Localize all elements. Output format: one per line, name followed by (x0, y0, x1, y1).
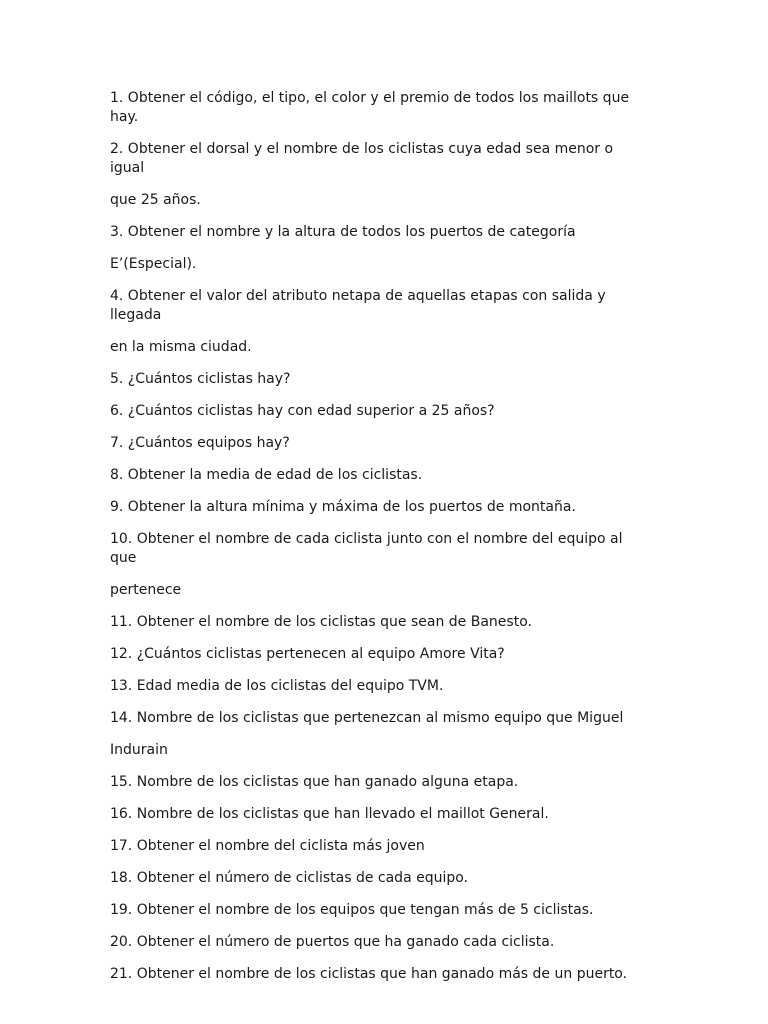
paragraph-24: 19. Obtener el nombre de los equipos que tengan más de 5 ciclistas. (110, 902, 594, 918)
paragraph-7: en la misma ciudad. (110, 339, 252, 355)
paragraph-21: 16. Nombre de los ciclistas que han llevado el maillot General. (110, 806, 549, 822)
paragraph-10: 7. ¿Cuántos equipos hay? (110, 435, 290, 451)
paragraph-8: 5. ¿Cuántos ciclistas hay? (110, 371, 291, 387)
paragraph-17: 13. Edad media de los ciclistas del equipo TVM. (110, 678, 444, 694)
paragraph-6: 4. Obtener el valor del atributo netapa de aquellas etapas con salida y llegada (110, 288, 606, 323)
paragraph-13: 10. Obtener el nombre de cada ciclista junto con el nombre del equipo al que (110, 531, 623, 566)
paragraph-19: Indurain (110, 742, 168, 758)
paragraph-22: 17. Obtener el nombre del ciclista más joven (110, 838, 425, 854)
paragraph-9: 6. ¿Cuántos ciclistas hay con edad superior a 25 años? (110, 403, 495, 419)
paragraph-1: 1. Obtener el código, el tipo, el color y el premio de todos los maillots que hay. (110, 90, 630, 125)
paragraph-23: 18. Obtener el número de ciclistas de cada equipo. (110, 870, 469, 886)
paragraph-2: 2. Obtener el dorsal y el nombre de los ciclistas cuya edad sea menor o igual (110, 141, 614, 176)
paragraph-11: 8. Obtener la media de edad de los ciclistas. (110, 467, 423, 483)
paragraph-14: pertenece (110, 582, 182, 598)
paragraph-26: 21. Obtener el nombre de los ciclistas que han ganado más de un puerto. (110, 966, 628, 982)
document-page (110, 89, 650, 997)
paragraph-25: 20. Obtener el número de puertos que ha ganado cada ciclista. (110, 934, 555, 950)
paragraph-20: 15. Nombre de los ciclistas que han ganado alguna etapa. (110, 774, 519, 790)
paragraph-18: 14. Nombre de los ciclistas que pertenezcan al mismo equipo que Miguel (110, 710, 624, 726)
paragraph-3: que 25 años. (110, 192, 201, 208)
paragraph-15: 11. Obtener el nombre de los ciclistas que sean de Banesto. (110, 614, 532, 630)
paragraph-4: 3. Obtener el nombre y la altura de todos los puertos de categoría (110, 224, 576, 240)
paragraph-16: 12. ¿Cuántos ciclistas pertenecen al equipo Amore Vita? (110, 646, 505, 662)
paragraph-5: E’(Especial). (110, 256, 197, 272)
paragraph-12: 9. Obtener la altura mínima y máxima de los puertos de montaña. (110, 499, 576, 515)
